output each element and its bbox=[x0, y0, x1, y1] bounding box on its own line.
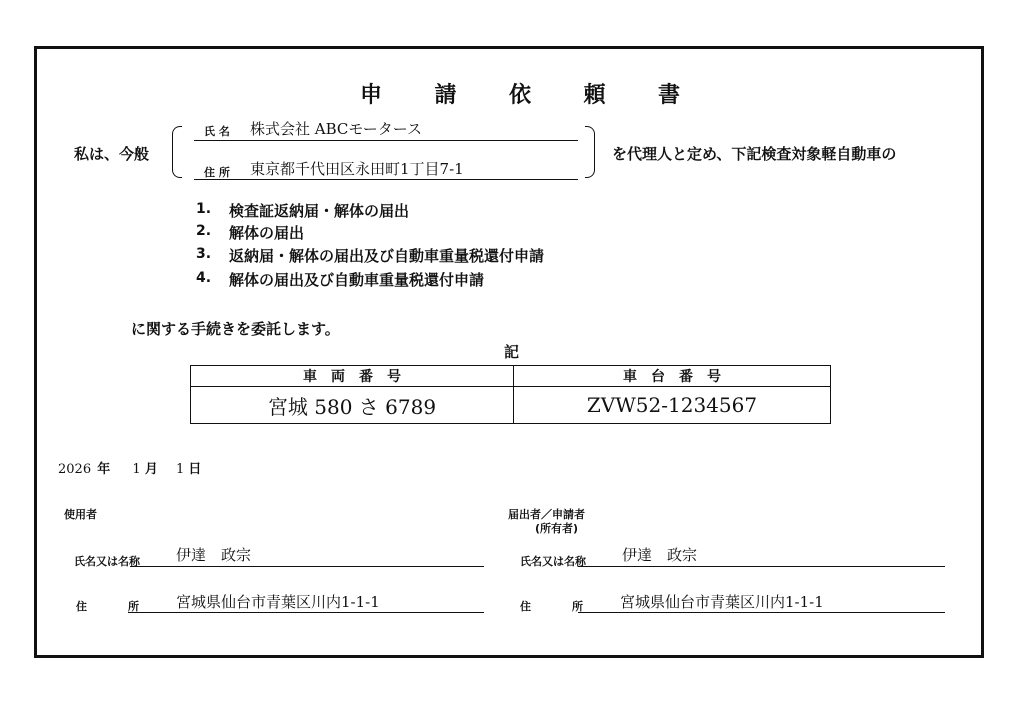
item-number: 1. bbox=[196, 201, 212, 217]
applicant-subheading: (所有者) bbox=[535, 522, 579, 535]
item-text: 検査証返納届・解体の届出 bbox=[229, 202, 410, 220]
date-month: 1 bbox=[132, 462, 141, 477]
bracket-right bbox=[585, 126, 595, 178]
date-month-label: 月 bbox=[144, 462, 158, 477]
applicant-name-label: 氏名又は名称 bbox=[520, 555, 586, 568]
chassis-number-value: ZVW52-1234567 bbox=[514, 387, 831, 424]
applicant-address-label-2: 所 bbox=[572, 600, 583, 613]
bracket-left bbox=[172, 126, 182, 178]
item-number: 4. bbox=[196, 270, 212, 286]
date-line bbox=[58, 458, 201, 477]
date-year-label: 年 bbox=[97, 462, 111, 477]
user-address-label-2: 所 bbox=[128, 600, 139, 613]
date-day: 1 bbox=[175, 462, 185, 477]
date-year: 2026 bbox=[58, 462, 92, 477]
item-text: 解体の届出 bbox=[229, 224, 305, 242]
agent-address-underline bbox=[194, 179, 578, 180]
item-text: 返納届・解体の届出及び自動車重量税還付申請 bbox=[229, 247, 545, 265]
title-char: 書 bbox=[657, 83, 680, 108]
document-title bbox=[360, 78, 680, 109]
vehicle-table bbox=[190, 365, 831, 424]
intro-lead: 私は、今般 bbox=[74, 145, 150, 163]
user-name-label: 氏名又は名称 bbox=[74, 555, 140, 568]
chassis-number-header: 車 台 番 号 bbox=[514, 366, 831, 387]
item-number: 2. bbox=[196, 223, 212, 239]
user-address-label-1: 住 bbox=[76, 600, 87, 613]
user-name-value: 伊達 政宗 bbox=[176, 546, 252, 564]
intro-tail: を代理人と定め、下記検査対象軽自動車の bbox=[612, 145, 897, 163]
applicant-address-label-1: 住 bbox=[520, 600, 531, 613]
item-text: 解体の届出及び自動車重量税還付申請 bbox=[229, 271, 485, 289]
title-char: 依 bbox=[508, 83, 531, 108]
vehicle-number-value: 宮城 580 さ 6789 bbox=[191, 387, 514, 424]
ki-label: 記 bbox=[504, 343, 520, 361]
agent-address-value: 東京都千代田区永田町1丁目7-1 bbox=[250, 160, 464, 178]
agent-name-value: 株式会社 ABCモータース bbox=[250, 120, 423, 138]
title-char: 頼 bbox=[583, 83, 606, 108]
applicant-heading: 届出者／申請者 bbox=[508, 508, 585, 521]
vehicle-number-header: 車 両 番 号 bbox=[191, 366, 514, 387]
delegation-text: に関する手続きを委託します。 bbox=[131, 320, 340, 338]
title-char: 請 bbox=[434, 83, 457, 108]
user-address-value: 宮城県仙台市青葉区川内1-1-1 bbox=[176, 593, 380, 611]
applicant-name-underline bbox=[578, 566, 945, 567]
applicant-address-underline bbox=[578, 612, 945, 613]
item-number: 3. bbox=[196, 246, 212, 262]
user-name-underline bbox=[130, 566, 484, 567]
user-heading: 使用者 bbox=[64, 508, 97, 521]
title-char: 申 bbox=[360, 83, 383, 108]
agent-address-label: 住 所 bbox=[204, 166, 230, 179]
agent-name-label: 氏 名 bbox=[204, 125, 230, 138]
user-address-underline bbox=[128, 612, 484, 613]
agent-name-underline bbox=[194, 140, 578, 141]
applicant-address-value: 宮城県仙台市青葉区川内1-1-1 bbox=[620, 593, 824, 611]
date-day-label: 日 bbox=[188, 462, 202, 477]
applicant-name-value: 伊達 政宗 bbox=[622, 546, 698, 564]
